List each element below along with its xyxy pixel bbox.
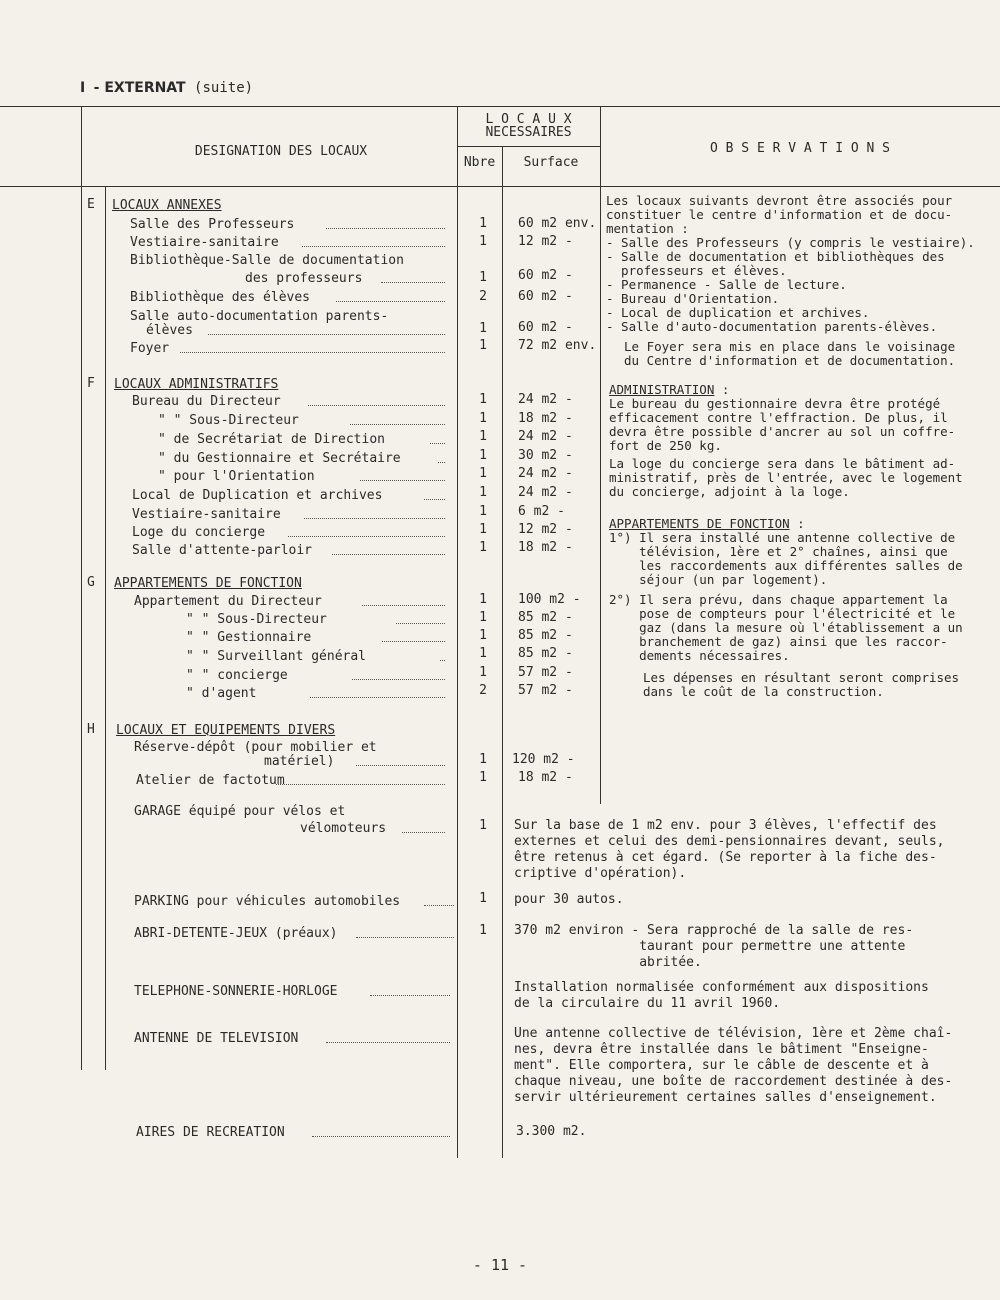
row-count: 1 xyxy=(479,628,487,643)
section-title: APPARTEMENTS DE FONCTION xyxy=(114,576,302,591)
table-row: Loge du concierge xyxy=(132,524,445,542)
row-count: 1 xyxy=(479,321,487,336)
table-row: " " Sous-Directeur xyxy=(158,412,445,430)
row-count: 1 xyxy=(479,752,487,767)
section-title: LOCAUX ADMINISTRATIFS xyxy=(114,377,279,392)
row-surface: 60 m2 - xyxy=(518,289,573,304)
row-surface: 24 m2 - xyxy=(518,485,573,500)
header-roman: I xyxy=(80,80,86,96)
row-surface: 100 m2 - xyxy=(518,592,581,607)
row-surface: 85 m2 - xyxy=(518,610,573,625)
row-note: Installation normalisée conformément aux dispositions de la circulaire du 11 avril 1960. xyxy=(514,980,929,1011)
row-surface: 12 m2 - xyxy=(518,234,573,249)
row-surface: 85 m2 - xyxy=(518,646,573,661)
row-count: 1 xyxy=(479,504,487,519)
section-letter: H xyxy=(87,722,95,737)
col-line-left xyxy=(81,106,82,1070)
table-row: Vestiaire-sanitaire xyxy=(130,234,445,252)
row-surface: 12 m2 - xyxy=(518,522,573,537)
col-line-surface xyxy=(600,106,601,804)
row-surface: 30 m2 - xyxy=(518,448,573,463)
col-line-nbre xyxy=(502,146,503,1158)
section-title: LOCAUX ET EQUIPEMENTS DIVERS xyxy=(116,723,336,738)
observations-intro: Les locaux suivants devront être associés pour constituer le centre d'information et de docu- mentation : - Salle des Professeurs (y compris le vestiaire). - Salle de documentation et bibliothèques des professeurs et élèves. - Permanence - Salle de lecture. - Bureau d'Orientation. - Local de duplication et archives. - Salle d'auto-documentation parents-élèves. xyxy=(606,193,975,334)
row-count: 1 xyxy=(479,923,487,938)
row-count: 1 xyxy=(479,411,487,426)
row-surface: 72 m2 env. xyxy=(518,338,597,353)
page-number: - 11 - xyxy=(472,1256,528,1274)
page-header: I - EXTERNAT (suite) xyxy=(80,80,254,96)
row-note: Une antenne collective de télévision, 1ère et 2ème chaî- nes, devra être installée dans le bâtiment "Enseigne- ment". Elle comportera, sur le câble de descente et à chaque niveau, une boîte de raccordement destinée à des- servir ultérieurement certaines salles d'enseignement. xyxy=(514,1026,953,1105)
row-count: 1 xyxy=(479,540,487,555)
row-surface: 24 m2 - xyxy=(518,466,573,481)
table-row: Bureau du Directeur xyxy=(132,393,445,411)
row-surface: 24 m2 - xyxy=(518,429,573,444)
header-observations: O B S E R V A T I O N S xyxy=(709,141,890,156)
table-row-continued: élèves xyxy=(146,322,445,340)
table-row: Bibliothèque-Salle de documentation xyxy=(130,253,404,268)
row-surface: 24 m2 - xyxy=(518,392,573,407)
col-line-designation xyxy=(457,106,458,1158)
observations-admin-text: Le bureau du gestionnaire devra être protégé efficacement contre l'effraction. De plus, il devra être possible d'ancrer au sol un coffre- fort de 250 kg. xyxy=(609,396,956,453)
row-count: 1 xyxy=(479,466,487,481)
table-row-continued: matériel) xyxy=(264,753,445,771)
table-row: Bibliothèque des élèves xyxy=(130,289,445,307)
row-count: 1 xyxy=(479,891,487,906)
section-letter: F xyxy=(87,376,95,391)
observations-appart-2: 2°) Il sera prévu, dans chaque appartement la pose de compteurs pour l'électricité et le gaz (dans la mesure où l'établissement a un branchement de gaz) ainsi que les raccor- dements nécessaires. xyxy=(609,592,963,663)
header-surface: Surface xyxy=(523,155,579,170)
row-count: 1 xyxy=(479,429,487,444)
table-row: Local de Duplication et archives xyxy=(132,487,445,505)
observations-appart-1: 1°) Il sera installé une antenne collective de télévision, 1ère et 2° chaînes, ainsi que les raccordements aux différentes salles de séjour (un par logement). xyxy=(609,530,963,587)
table-row: " du Gestionnaire et Secrétaire xyxy=(158,450,445,468)
header-nbre: Nbre xyxy=(463,155,496,170)
row-note: pour 30 autos. xyxy=(514,892,624,907)
row-surface: 57 m2 - xyxy=(518,665,573,680)
header-necessaires: NECESSAIRES xyxy=(485,125,572,140)
row-note: 3.300 m2. xyxy=(516,1124,587,1139)
row-count: 2 xyxy=(479,683,487,698)
row-count: 1 xyxy=(479,485,487,500)
row-surface: 18 m2 - xyxy=(518,770,573,785)
row-count: 1 xyxy=(479,234,487,249)
row-surface: 120 m2 - xyxy=(512,752,575,767)
row-surface: 6 m2 - xyxy=(518,504,565,519)
table-row: " pour l'Orientation xyxy=(158,468,445,486)
observations-admin-title: ADMINISTRATION : xyxy=(609,382,730,397)
row-count: 1 xyxy=(479,592,487,607)
row-surface: 18 m2 - xyxy=(518,411,573,426)
row-surface: 60 m2 env. xyxy=(518,216,597,231)
row-count: 1 xyxy=(479,665,487,680)
header-locaux: L O C A U X xyxy=(485,112,572,127)
header-suffix: (suite) xyxy=(194,80,254,96)
table-row: Salle des Professeurs xyxy=(130,216,445,234)
row-surface: 57 m2 - xyxy=(518,683,573,698)
row-count: 1 xyxy=(479,448,487,463)
observations-loge-text: La loge du concierge sera dans le bâtiment ad- ministratif, près de l'entrée, avec le logement du concierge, adjoint à la loge. xyxy=(609,456,963,499)
table-row: Salle auto-documentation parents- xyxy=(130,309,389,324)
table-header-bottom-border xyxy=(0,186,1000,187)
table-row: Réserve-dépôt (pour mobilier et xyxy=(134,740,377,755)
table-row: GARAGE équipé pour vélos et xyxy=(134,804,346,819)
row-count: 1 xyxy=(479,818,487,833)
row-count: 1 xyxy=(479,270,487,285)
row-count: 1 xyxy=(479,770,487,785)
table-row-continued: des professeurs xyxy=(245,270,445,288)
row-note: 370 m2 environ - Sera rapproché de la salle de res- taurant pour permettre une attente abritée. xyxy=(514,923,914,970)
table-row: ANTENNE DE TELEVISION xyxy=(134,1030,450,1048)
table-row: Salle d'attente-parloir xyxy=(132,542,445,560)
table-row: Vestiaire-sanitaire xyxy=(132,506,445,524)
table-row: PARKING pour véhicules automobiles xyxy=(134,893,454,911)
row-surface: 60 m2 - xyxy=(518,268,573,283)
table-row: " " Sous-Directeur xyxy=(186,611,445,629)
table-row: Appartement du Directeur xyxy=(134,593,445,611)
row-surface: 85 m2 - xyxy=(518,628,573,643)
row-surface: 18 m2 - xyxy=(518,540,573,555)
table-top-border xyxy=(0,106,1000,107)
table-row: TELEPHONE-SONNERIE-HORLOGE xyxy=(134,983,450,1001)
table-row: " " concierge xyxy=(186,667,445,685)
table-row: Atelier de factotum xyxy=(136,772,445,790)
table-row: Foyer xyxy=(130,340,445,358)
row-count: 1 xyxy=(479,610,487,625)
header-title: EXTERNAT xyxy=(104,80,186,96)
table-row: ABRI-DETENTE-JEUX (préaux) xyxy=(134,925,454,943)
row-count: 1 xyxy=(479,392,487,407)
header-designation: DESIGNATION DES LOCAUX xyxy=(194,144,368,159)
row-count: 1 xyxy=(479,338,487,353)
row-note: Sur la base de 1 m2 env. pour 3 élèves, l'effectif des externes et celui des demi-pensionnaires devant, seuls, être retenus à cet égard. (Se reporter à la fiche des- criptive d'opération). xyxy=(514,818,945,881)
section-letter: E xyxy=(87,197,95,212)
row-surface: 60 m2 - xyxy=(518,320,573,335)
col-line-letter xyxy=(105,186,106,1070)
table-row: " d'agent xyxy=(186,685,445,703)
observations-appart-title: APPARTEMENTS DE FONCTION : xyxy=(609,516,805,531)
table-row: AIRES DE RECREATION xyxy=(136,1124,450,1142)
row-count: 1 xyxy=(479,646,487,661)
observations-foyer: Le Foyer sera mis en place dans le voisinage du Centre d'information et de documentation. xyxy=(624,339,956,368)
table-row: " de Secrétariat de Direction xyxy=(158,431,445,449)
table-row-continued: vélomoteurs xyxy=(300,820,445,838)
table-row: " " Gestionnaire xyxy=(186,629,445,647)
table-row: " " Surveillant général xyxy=(186,648,445,666)
row-count: 1 xyxy=(479,522,487,537)
row-count: 1 xyxy=(479,216,487,231)
row-count: 2 xyxy=(479,289,487,304)
observations-depenses: Les dépenses en résultant seront comprises dans le coût de la construction. xyxy=(643,670,960,699)
section-letter: G xyxy=(87,575,95,590)
locaux-subheader-line xyxy=(457,146,600,147)
section-title: LOCAUX ANNEXES xyxy=(112,198,222,213)
